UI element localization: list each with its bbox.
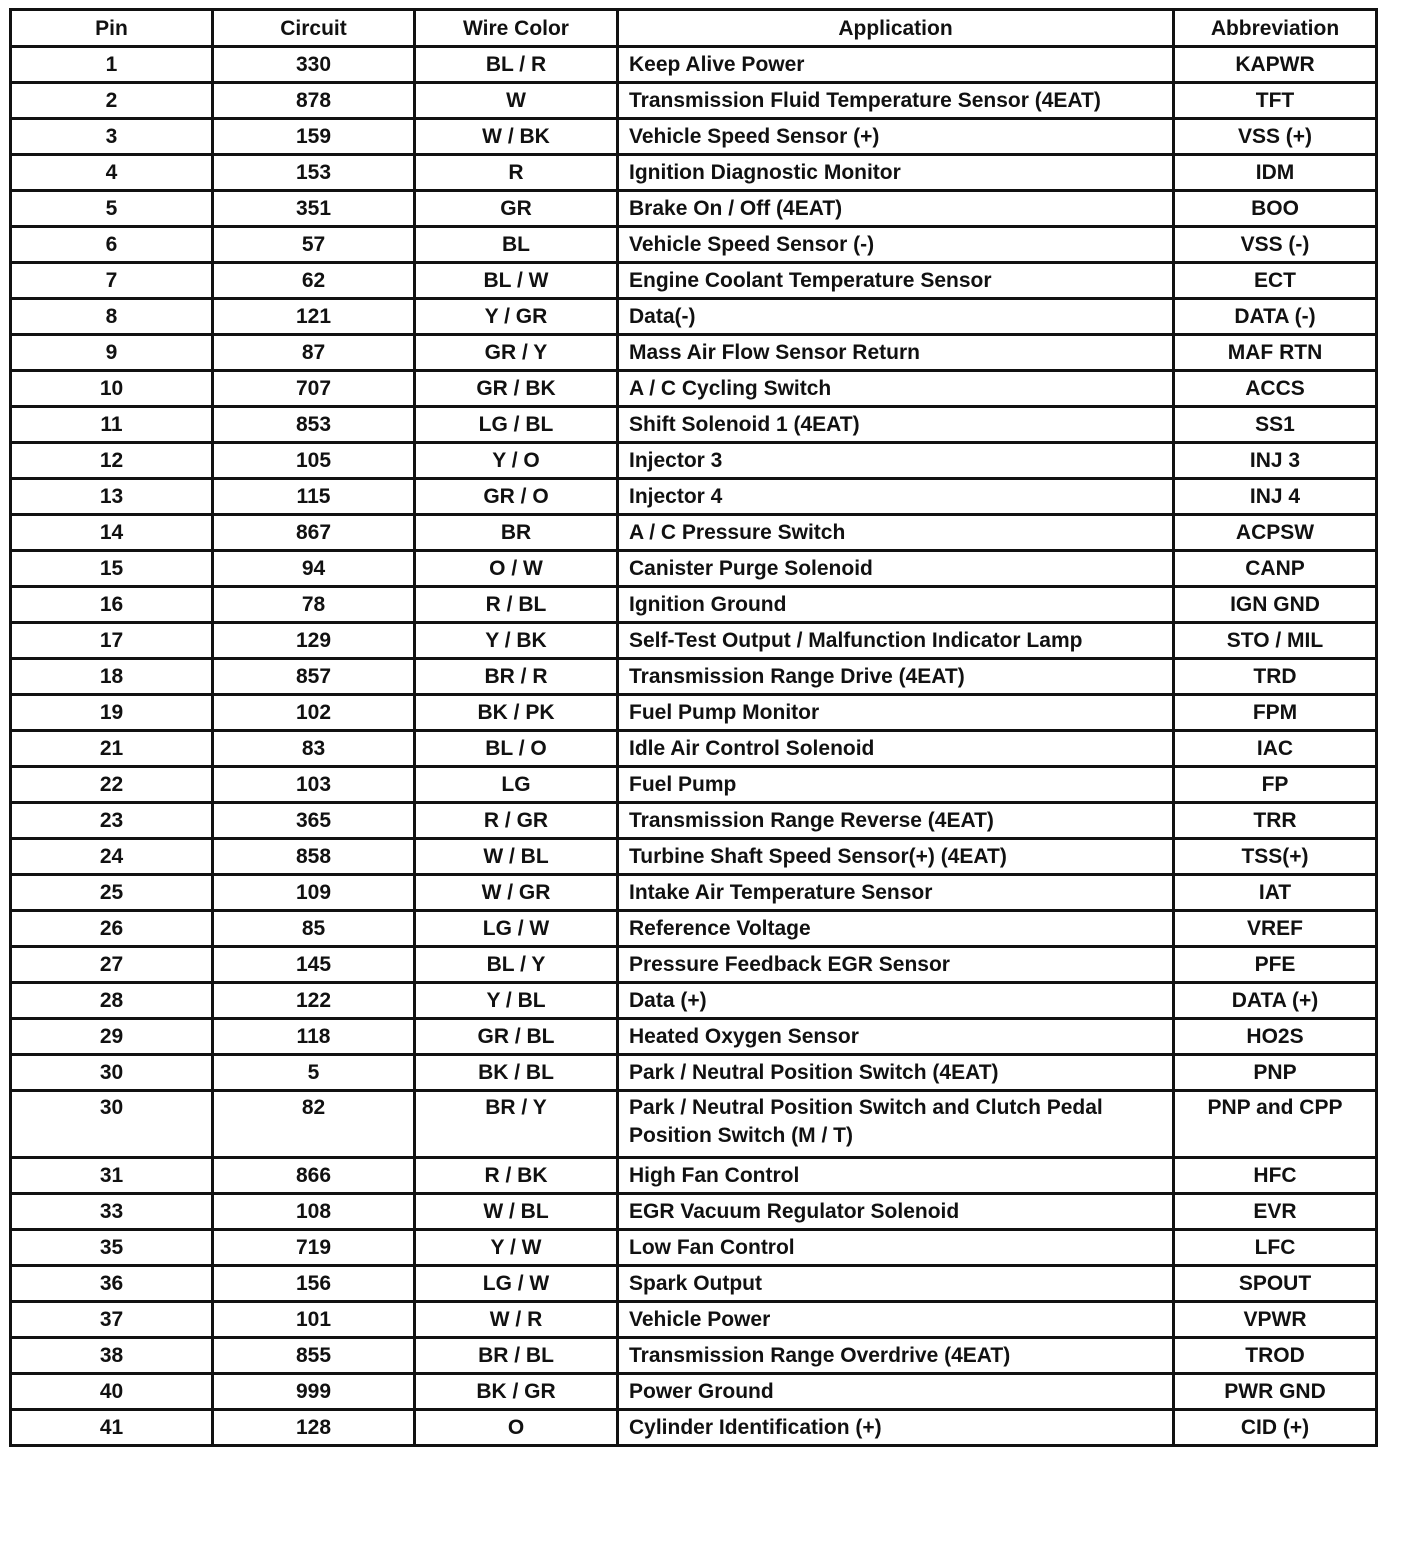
- cell-abbreviation: FPM: [1174, 695, 1377, 731]
- cell-pin: 38: [11, 1338, 213, 1374]
- cell-abbreviation: HO2S: [1174, 1019, 1377, 1055]
- pin-table: [9, 8, 1378, 1447]
- cell-wire-color: GR / BL: [415, 1019, 618, 1055]
- cell-circuit: 855: [213, 1338, 415, 1374]
- cell-application: Vehicle Speed Sensor (+): [618, 119, 1174, 155]
- cell-pin: 12: [11, 443, 213, 479]
- cell-pin: 7: [11, 263, 213, 299]
- table-row: [11, 407, 1377, 443]
- cell-application: Low Fan Control: [618, 1230, 1174, 1266]
- table-row: [11, 1055, 1377, 1091]
- cell-pin: 41: [11, 1410, 213, 1446]
- cell-circuit: 878: [213, 83, 415, 119]
- cell-wire-color: W / BL: [415, 839, 618, 875]
- cell-application: Transmission Range Reverse (4EAT): [618, 803, 1174, 839]
- cell-pin: 13: [11, 479, 213, 515]
- cell-circuit: 101: [213, 1302, 415, 1338]
- cell-abbreviation: PNP and CPP: [1174, 1091, 1377, 1158]
- cell-wire-color: LG / BL: [415, 407, 618, 443]
- cell-wire-color: W / BK: [415, 119, 618, 155]
- cell-application: Reference Voltage: [618, 911, 1174, 947]
- cell-wire-color: LG / W: [415, 911, 618, 947]
- cell-application: Self-Test Output / Malfunction Indicator Lamp: [618, 623, 1174, 659]
- cell-abbreviation: VSS (-): [1174, 227, 1377, 263]
- cell-pin: 24: [11, 839, 213, 875]
- cell-application: Heated Oxygen Sensor: [618, 1019, 1174, 1055]
- cell-wire-color: LG: [415, 767, 618, 803]
- cell-application: Ignition Diagnostic Monitor: [618, 155, 1174, 191]
- pin-table-container: [9, 8, 1375, 1447]
- cell-pin: 10: [11, 371, 213, 407]
- cell-pin: 19: [11, 695, 213, 731]
- table-row: [11, 695, 1377, 731]
- table-row: [11, 551, 1377, 587]
- cell-application: Transmission Range Drive (4EAT): [618, 659, 1174, 695]
- cell-abbreviation: IDM: [1174, 155, 1377, 191]
- cell-application: Vehicle Power: [618, 1302, 1174, 1338]
- cell-pin: 33: [11, 1194, 213, 1230]
- cell-application: A / C Pressure Switch: [618, 515, 1174, 551]
- cell-circuit: 85: [213, 911, 415, 947]
- cell-abbreviation: LFC: [1174, 1230, 1377, 1266]
- cell-abbreviation: KAPWR: [1174, 47, 1377, 83]
- cell-pin: 11: [11, 407, 213, 443]
- cell-pin: 8: [11, 299, 213, 335]
- cell-circuit: 121: [213, 299, 415, 335]
- cell-pin: 31: [11, 1158, 213, 1194]
- cell-circuit: 122: [213, 983, 415, 1019]
- table-row: [11, 587, 1377, 623]
- cell-abbreviation: INJ 3: [1174, 443, 1377, 479]
- table-row: [11, 263, 1377, 299]
- table-row: [11, 623, 1377, 659]
- cell-circuit: 115: [213, 479, 415, 515]
- cell-pin: 22: [11, 767, 213, 803]
- cell-pin: 30: [11, 1055, 213, 1091]
- cell-circuit: 94: [213, 551, 415, 587]
- cell-abbreviation: SPOUT: [1174, 1266, 1377, 1302]
- table-row: [11, 1410, 1377, 1446]
- cell-abbreviation: BOO: [1174, 191, 1377, 227]
- cell-application: Injector 3: [618, 443, 1174, 479]
- cell-wire-color: Y / W: [415, 1230, 618, 1266]
- cell-circuit: 129: [213, 623, 415, 659]
- table-body: [11, 47, 1377, 1446]
- cell-wire-color: W / R: [415, 1302, 618, 1338]
- cell-application: Intake Air Temperature Sensor: [618, 875, 1174, 911]
- cell-application: Park / Neutral Position Switch (4EAT): [618, 1055, 1174, 1091]
- cell-wire-color: GR / Y: [415, 335, 618, 371]
- cell-application: Transmission Range Overdrive (4EAT): [618, 1338, 1174, 1374]
- cell-circuit: 57: [213, 227, 415, 263]
- cell-pin: 30: [11, 1091, 213, 1158]
- cell-pin: 36: [11, 1266, 213, 1302]
- cell-abbreviation: STO / MIL: [1174, 623, 1377, 659]
- cell-abbreviation: IGN GND: [1174, 587, 1377, 623]
- cell-pin: 25: [11, 875, 213, 911]
- cell-circuit: 109: [213, 875, 415, 911]
- cell-pin: 5: [11, 191, 213, 227]
- cell-circuit: 5: [213, 1055, 415, 1091]
- cell-abbreviation: TRR: [1174, 803, 1377, 839]
- table-row: [11, 299, 1377, 335]
- cell-circuit: 105: [213, 443, 415, 479]
- table-row: [11, 803, 1377, 839]
- cell-wire-color: GR / BK: [415, 371, 618, 407]
- cell-application: High Fan Control: [618, 1158, 1174, 1194]
- cell-circuit: 867: [213, 515, 415, 551]
- cell-application: Canister Purge Solenoid: [618, 551, 1174, 587]
- table-row: [11, 1158, 1377, 1194]
- cell-wire-color: O: [415, 1410, 618, 1446]
- cell-application: Data(-): [618, 299, 1174, 335]
- header-circuit: Circuit: [213, 10, 415, 47]
- table-row: [11, 731, 1377, 767]
- cell-abbreviation: VPWR: [1174, 1302, 1377, 1338]
- table-row: [11, 119, 1377, 155]
- cell-application: Injector 4: [618, 479, 1174, 515]
- cell-pin: 2: [11, 83, 213, 119]
- cell-pin: 28: [11, 983, 213, 1019]
- table-row: [11, 1091, 1377, 1158]
- table-row: [11, 1302, 1377, 1338]
- table-row: [11, 875, 1377, 911]
- table-row: [11, 227, 1377, 263]
- cell-abbreviation: TSS(+): [1174, 839, 1377, 875]
- cell-abbreviation: TROD: [1174, 1338, 1377, 1374]
- cell-pin: 37: [11, 1302, 213, 1338]
- cell-abbreviation: HFC: [1174, 1158, 1377, 1194]
- cell-circuit: 351: [213, 191, 415, 227]
- cell-application: A / C Cycling Switch: [618, 371, 1174, 407]
- cell-application: Vehicle Speed Sensor (-): [618, 227, 1174, 263]
- table-row: [11, 1230, 1377, 1266]
- cell-abbreviation: CID (+): [1174, 1410, 1377, 1446]
- table-row: [11, 1338, 1377, 1374]
- cell-application: EGR Vacuum Regulator Solenoid: [618, 1194, 1174, 1230]
- cell-wire-color: BL / Y: [415, 947, 618, 983]
- cell-abbreviation: PWR GND: [1174, 1374, 1377, 1410]
- cell-pin: 40: [11, 1374, 213, 1410]
- table-row: [11, 335, 1377, 371]
- table-row: [11, 1266, 1377, 1302]
- cell-pin: 35: [11, 1230, 213, 1266]
- cell-application: Turbine Shaft Speed Sensor(+) (4EAT): [618, 839, 1174, 875]
- cell-wire-color: R / GR: [415, 803, 618, 839]
- cell-circuit: 128: [213, 1410, 415, 1446]
- cell-wire-color: Y / BL: [415, 983, 618, 1019]
- cell-wire-color: R / BK: [415, 1158, 618, 1194]
- cell-application: Idle Air Control Solenoid: [618, 731, 1174, 767]
- table-row: [11, 191, 1377, 227]
- table-header: [11, 10, 1377, 47]
- cell-circuit: 87: [213, 335, 415, 371]
- header-application: Application: [618, 10, 1174, 47]
- cell-wire-color: BK / GR: [415, 1374, 618, 1410]
- cell-wire-color: BK / PK: [415, 695, 618, 731]
- table-row: [11, 155, 1377, 191]
- cell-wire-color: GR / O: [415, 479, 618, 515]
- cell-pin: 15: [11, 551, 213, 587]
- cell-pin: 23: [11, 803, 213, 839]
- header-wire-color: Wire Color: [415, 10, 618, 47]
- cell-pin: 3: [11, 119, 213, 155]
- cell-wire-color: O / W: [415, 551, 618, 587]
- cell-wire-color: Y / BK: [415, 623, 618, 659]
- cell-application: Brake On / Off (4EAT): [618, 191, 1174, 227]
- cell-wire-color: BK / BL: [415, 1055, 618, 1091]
- cell-pin: 17: [11, 623, 213, 659]
- cell-pin: 16: [11, 587, 213, 623]
- cell-wire-color: Y / GR: [415, 299, 618, 335]
- cell-abbreviation: ACPSW: [1174, 515, 1377, 551]
- cell-circuit: 83: [213, 731, 415, 767]
- cell-application: Data (+): [618, 983, 1174, 1019]
- table-row: [11, 371, 1377, 407]
- cell-circuit: 330: [213, 47, 415, 83]
- cell-pin: 29: [11, 1019, 213, 1055]
- cell-circuit: 82: [213, 1091, 415, 1158]
- cell-wire-color: Y / O: [415, 443, 618, 479]
- cell-pin: 26: [11, 911, 213, 947]
- cell-application: Engine Coolant Temperature Sensor: [618, 263, 1174, 299]
- cell-wire-color: BL / O: [415, 731, 618, 767]
- cell-wire-color: BL: [415, 227, 618, 263]
- cell-pin: 18: [11, 659, 213, 695]
- cell-abbreviation: PFE: [1174, 947, 1377, 983]
- cell-abbreviation: EVR: [1174, 1194, 1377, 1230]
- table-row: [11, 479, 1377, 515]
- table-row: [11, 515, 1377, 551]
- cell-application: Park / Neutral Position Switch and Clutch Pedal Position Switch (M / T): [618, 1091, 1174, 1158]
- cell-application: Keep Alive Power: [618, 47, 1174, 83]
- cell-abbreviation: DATA (-): [1174, 299, 1377, 335]
- cell-circuit: 159: [213, 119, 415, 155]
- cell-wire-color: R / BL: [415, 587, 618, 623]
- cell-pin: 4: [11, 155, 213, 191]
- cell-wire-color: BR / BL: [415, 1338, 618, 1374]
- cell-wire-color: LG / W: [415, 1266, 618, 1302]
- header-row: [11, 10, 1377, 47]
- cell-pin: 14: [11, 515, 213, 551]
- cell-application: Power Ground: [618, 1374, 1174, 1410]
- cell-circuit: 108: [213, 1194, 415, 1230]
- header-abbreviation: Abbreviation: [1174, 10, 1377, 47]
- cell-circuit: 853: [213, 407, 415, 443]
- cell-application: Pressure Feedback EGR Sensor: [618, 947, 1174, 983]
- cell-wire-color: GR: [415, 191, 618, 227]
- cell-circuit: 999: [213, 1374, 415, 1410]
- table-row: [11, 443, 1377, 479]
- cell-abbreviation: FP: [1174, 767, 1377, 803]
- cell-wire-color: W / GR: [415, 875, 618, 911]
- cell-circuit: 719: [213, 1230, 415, 1266]
- cell-wire-color: W / BL: [415, 1194, 618, 1230]
- table-row: [11, 911, 1377, 947]
- cell-abbreviation: TRD: [1174, 659, 1377, 695]
- cell-wire-color: BL / R: [415, 47, 618, 83]
- cell-circuit: 156: [213, 1266, 415, 1302]
- cell-circuit: 707: [213, 371, 415, 407]
- cell-pin: 27: [11, 947, 213, 983]
- cell-abbreviation: VREF: [1174, 911, 1377, 947]
- cell-application: Fuel Pump: [618, 767, 1174, 803]
- cell-wire-color: W: [415, 83, 618, 119]
- cell-application: Transmission Fluid Temperature Sensor (4EAT): [618, 83, 1174, 119]
- cell-wire-color: BR / R: [415, 659, 618, 695]
- table-row: [11, 83, 1377, 119]
- cell-circuit: 365: [213, 803, 415, 839]
- cell-application: Shift Solenoid 1 (4EAT): [618, 407, 1174, 443]
- cell-circuit: 857: [213, 659, 415, 695]
- table-row: [11, 659, 1377, 695]
- cell-abbreviation: ECT: [1174, 263, 1377, 299]
- cell-abbreviation: TFT: [1174, 83, 1377, 119]
- cell-wire-color: BR: [415, 515, 618, 551]
- cell-application: Ignition Ground: [618, 587, 1174, 623]
- cell-circuit: 62: [213, 263, 415, 299]
- cell-abbreviation: CANP: [1174, 551, 1377, 587]
- cell-application: Spark Output: [618, 1266, 1174, 1302]
- cell-wire-color: BL / W: [415, 263, 618, 299]
- table-row: [11, 47, 1377, 83]
- cell-abbreviation: INJ 4: [1174, 479, 1377, 515]
- cell-circuit: 153: [213, 155, 415, 191]
- table-row: [11, 983, 1377, 1019]
- cell-abbreviation: SS1: [1174, 407, 1377, 443]
- cell-abbreviation: IAC: [1174, 731, 1377, 767]
- cell-abbreviation: DATA (+): [1174, 983, 1377, 1019]
- table-row: [11, 1374, 1377, 1410]
- cell-pin: 6: [11, 227, 213, 263]
- cell-circuit: 858: [213, 839, 415, 875]
- cell-circuit: 78: [213, 587, 415, 623]
- cell-circuit: 118: [213, 1019, 415, 1055]
- cell-application: Fuel Pump Monitor: [618, 695, 1174, 731]
- cell-abbreviation: VSS (+): [1174, 119, 1377, 155]
- cell-abbreviation: MAF RTN: [1174, 335, 1377, 371]
- cell-circuit: 103: [213, 767, 415, 803]
- cell-application: Cylinder Identification (+): [618, 1410, 1174, 1446]
- cell-pin: 1: [11, 47, 213, 83]
- table-row: [11, 839, 1377, 875]
- header-pin: Pin: [11, 10, 213, 47]
- table-row: [11, 767, 1377, 803]
- cell-circuit: 145: [213, 947, 415, 983]
- cell-circuit: 102: [213, 695, 415, 731]
- cell-pin: 21: [11, 731, 213, 767]
- cell-wire-color: BR / Y: [415, 1091, 618, 1158]
- cell-pin: 9: [11, 335, 213, 371]
- table-row: [11, 1194, 1377, 1230]
- cell-abbreviation: IAT: [1174, 875, 1377, 911]
- cell-application: Mass Air Flow Sensor Return: [618, 335, 1174, 371]
- table-row: [11, 947, 1377, 983]
- cell-abbreviation: ACCS: [1174, 371, 1377, 407]
- cell-abbreviation: PNP: [1174, 1055, 1377, 1091]
- cell-circuit: 866: [213, 1158, 415, 1194]
- cell-wire-color: R: [415, 155, 618, 191]
- table-row: [11, 1019, 1377, 1055]
